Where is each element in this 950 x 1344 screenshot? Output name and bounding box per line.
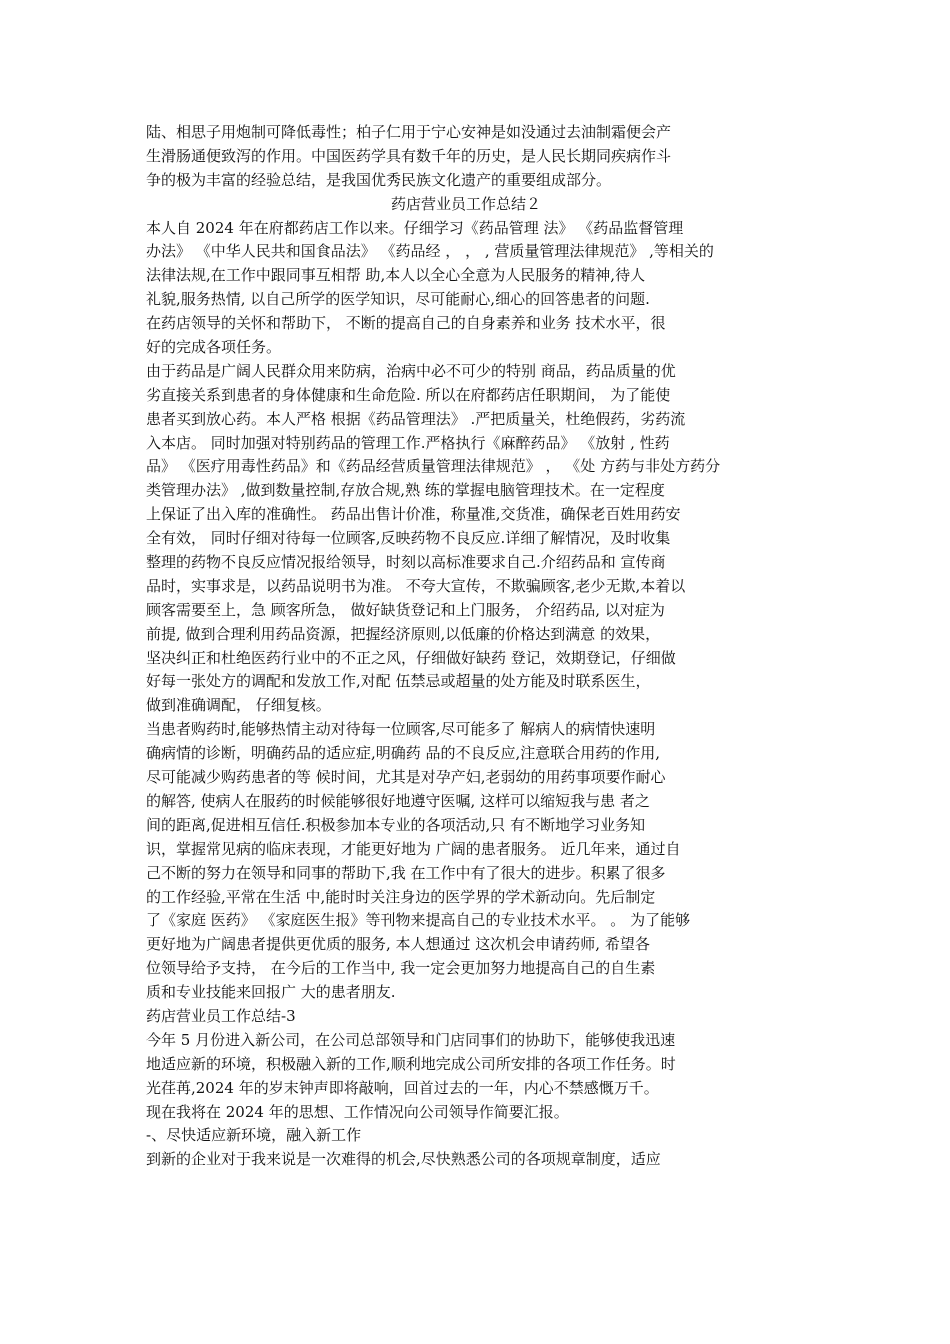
text-line: 现在我将在 2024 年的思想、工作情况向公司领导作简要汇报。	[146, 1102, 569, 1121]
text-line: 本人自 2024 年在府都药店工作以来。仔细学习《药品管理 法》 《药品监督管理	[146, 218, 684, 237]
text-line: 全有效， 同时仔细对待每一位顾客,反映药物不良反应.详细了解情况，及时收集	[146, 529, 671, 548]
text-line: 到新的企业对于我来说是一次难得的机会,尽快熟悉公司的各项规章制度，适应	[146, 1150, 661, 1169]
text-line: 光荏苒,2024 年的岁末钟声即将敲响，回首过去的一年，内心不禁感慨万千。	[146, 1078, 659, 1097]
text-line: 由于药品是广阔人民群众用来防病，治病中必不可少的特别 商品，药品质量的优	[146, 361, 676, 380]
text-line: 上保证了出入库的准确性。 药品出售计价准，称量准,交货准，确保老百姓用药安	[146, 505, 681, 524]
text-line: 好的完成各项任务。	[146, 338, 282, 357]
section-title: 药店营业员工作总结２	[390, 194, 541, 213]
text-line: 整理的药物不良反应情况报给领导，时刻以高标准要求自己.介绍药品和 宣传商	[146, 553, 666, 572]
document-body	[146, 121, 786, 1172]
text-line: 陆、相思子用炮制可降低毒性；柏子仁用于宁心安神是如没通过去油制霜便会产	[146, 123, 672, 141]
text-line: 的解答, 使病人在服药的时候能够很好地遵守医嘱, 这样可以缩短我与患 者之	[146, 791, 650, 810]
text-line: 顾客需要至上，急 顾客所急， 做好缺货登记和上门服务， 介绍药品, 以对症为	[146, 600, 665, 619]
text-line: 今年 5 月份进入新公司，在公司总部领导和门店同事们的协助下，能够使我迅速	[146, 1030, 676, 1049]
text-line: 礼貌,服务热情, 以自己所学的医学知识，尽可能耐心,细心的回答患者的问题.	[146, 290, 650, 309]
text-line: 做到准确调配， 仔细复核。	[146, 696, 331, 715]
text-line: 在药店领导的关怀和帮助下， 不断的提高自己的自身素养和业务 技术水平，很	[146, 314, 666, 333]
text-line: 地适应新的环境，积极融入新的工作,顺利地完成公司所安排的各项工作任务。时	[146, 1054, 676, 1073]
text-line: 入本店。 同时加强对特别药品的管理工作.严格执行《麻醉药品》 《放射 , 性药	[146, 433, 670, 452]
text-line: 办法》 《中华人民共和国食品法》 《药品经 ， ， , 营质量管理法律规范》 ,等相关的	[146, 242, 714, 261]
text-line: 的工作经验,平常在生活 中,能时时关注身边的医学界的学术新动向。先后制定	[146, 887, 656, 906]
text-line: 确病情的诊断，明确药品的适应症,明确药 品的不良反应,注意联合用药的作用,	[146, 744, 661, 763]
text-line: 类管理办法》 ,做到数量控制,存放合规,熟 练的掌握电脑管理技术。在一定程度	[146, 481, 665, 500]
text-line: 好每一张处方的调配和发放工作,对配 伍禁忌或超量的处方能及时联系医生，	[146, 672, 651, 691]
text-line: 己不断的努力在领导和同事的帮助下,我 在工作中有了很大的进步。积累了很多	[146, 863, 666, 882]
text-line: 劣直接关系到患者的身体健康和生命危险. 所以在府都药店任职期间， 为了能使	[146, 385, 671, 404]
text-line: 更好地为广阔患者提供更优质的服务, 本人想通过 这次机会申请药师, 希望各	[146, 935, 650, 954]
text-line: 前提, 做到合理利用药品资源，把握经济原则,以低廉的价格达到满意 的效果，	[146, 624, 661, 643]
text-line: 质和专业技能来回报广 大的患者朋友.	[146, 983, 396, 1002]
text-line: 坚决纠正和杜绝医药行业中的不正之风，仔细做好缺药 登记，效期登记，仔细做	[146, 648, 676, 667]
text-line: 药店营业员工作总结-3	[146, 1006, 296, 1025]
text-line: 争的极为丰富的经验总结，是我国优秀民族文化遗产的重要组成部分。	[146, 170, 612, 189]
text-line: 识，掌握常见病的临床表现，才能更好地为 广阔的患者服务。 近几年来，通过自	[146, 839, 681, 858]
text-line: 品时，实事求是，以药品说明书为准。 不夸大宣传，不欺骗顾客,老少无欺,本着以	[146, 576, 686, 595]
text-line: 品》 《医疗用毒性药品》和《药品经营质量管理法律规范》 ， 《处 方药与非处方药分	[146, 457, 721, 476]
text-line: 尽可能减少购药患者的等 候时间，尤其是对孕产妇,老弱幼的用药事项要作耐心	[146, 768, 666, 787]
text-line: 患者买到放心药。本人严格 根据《药品管理法》 .严把质量关，杜绝假药，劣药流	[146, 409, 686, 428]
text-line: 间的距离,促进相互信任.积极参加本专业的各项活动,只 有不断地学习业务知	[146, 815, 646, 834]
text-line: 位领导给予支持， 在今后的工作当中, 我一定会更加努力地提高自己的自生素	[146, 959, 656, 978]
text-line: 法律法规,在工作中跟同事互相帮 助,本人以全心全意为人民服务的精神,待人	[146, 266, 646, 285]
text-line: 当患者购药时,能够热情主动对待每一位顾客,尽可能多了 解病人的病情快速明	[146, 720, 656, 739]
text-line: 了《家庭 医药》 《家庭医生报》等刊物来提高自己的专业技术水平。 。 为了能够	[146, 911, 691, 930]
text-line: -、尽快适应新环境，融入新工作	[146, 1126, 362, 1145]
text-line: 生滑肠通便致泻的作用。中国医药学具有数千年的历史，是人民长期同疾病作斗	[146, 146, 672, 165]
